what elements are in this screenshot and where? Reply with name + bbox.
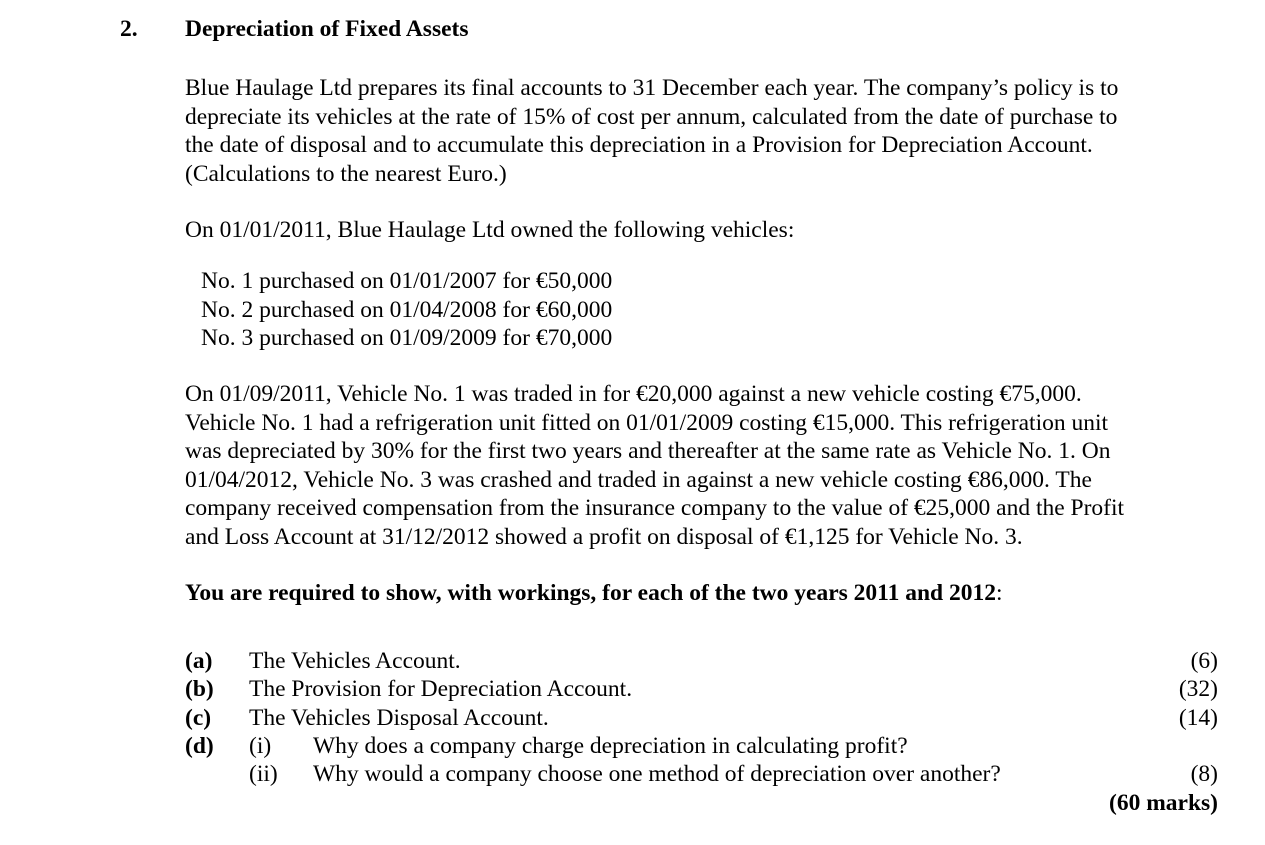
owned-heading <box>185 216 1185 245</box>
events-line: On 01/09/2011, Vehicle No. 1 was traded in for €20,000 against a new vehicle costing €75,000. <box>185 381 1082 407</box>
question-number: 2. <box>120 16 138 42</box>
events-line: and Loss Account at 31/12/2012 showed a profit on disposal of €1,125 for Vehicle No. 3. <box>185 523 1023 550</box>
part-d-marks: (8) <box>1190 761 1218 787</box>
part-b-marks: (32) <box>1178 676 1218 702</box>
part-a-label: (a) <box>185 648 213 674</box>
part-d-i-label: (i) <box>249 733 272 759</box>
events-line: was depreciated by 30% for the first two years and thereafter at the same rate as Vehicle No. 1. On <box>185 438 1111 464</box>
intro-line: depreciate its vehicles at the rate of 15% of cost per annum, calculated from the date of purchase to <box>185 103 1118 130</box>
vehicle-item: No. 1 purchased on 01/01/2007 for €50,000 <box>201 268 613 294</box>
requirement-text: You are required to show, with workings, for each of the two years 2011 and 2012 <box>185 580 996 606</box>
events-line: Vehicle No. 1 had a refrigeration unit fitted on 01/01/2009 costing €15,000. This refrigeration unit <box>185 409 1109 436</box>
question-title: Depreciation of Fixed Assets <box>185 16 469 42</box>
intro-line: (Calculations to the nearest Euro.) <box>185 160 507 187</box>
events-line: 01/04/2012, Vehicle No. 3 was crashed and traded in against a new vehicle costing €86,000. The <box>185 466 1092 493</box>
part-c-label: (c) <box>185 705 212 731</box>
part-a-marks: (6) <box>1190 648 1218 674</box>
vehicle-item: No. 2 purchased on 01/04/2008 for €60,000 <box>201 296 613 323</box>
owned-heading-text: On 01/01/2011, Blue Haulage Ltd owned the following vehicles: <box>185 217 795 243</box>
part-d-ii-text: Why would a company choose one method of depreciation over another? <box>313 761 1001 787</box>
intro-line: the date of disposal and to accumulate this depreciation in a Provision for Depreciation Account. <box>185 132 1093 158</box>
part-d-i-text: Why does a company charge depreciation in calculating profit? <box>313 733 908 759</box>
part-d-label: (d) <box>185 733 214 759</box>
intro-line: Blue Haulage Ltd prepares its final accounts to 31 December each year. The company’s policy is to <box>185 75 1119 101</box>
part-c-text: The Vehicles Disposal Account. <box>249 705 549 731</box>
part-a-text: The Vehicles Account. <box>249 648 461 674</box>
part-b-text: The Provision for Depreciation Account. <box>249 676 633 702</box>
intro-paragraph <box>185 74 1185 188</box>
total-marks: (60 marks) <box>1109 790 1218 816</box>
events-line: company received compensation from the insurance company to the value of €25,000 and the Profit <box>185 495 1125 521</box>
part-d-ii-label: (ii) <box>249 761 278 787</box>
vehicle-item: No. 3 purchased on 01/09/2009 for €70,000 <box>201 325 613 351</box>
requirement <box>185 579 1003 608</box>
part-b-label: (b) <box>185 676 214 702</box>
requirement-colon: : <box>996 580 1003 606</box>
events-paragraph <box>185 380 1185 551</box>
vehicle-list <box>201 267 612 353</box>
part-c-marks: (14) <box>1178 705 1218 731</box>
